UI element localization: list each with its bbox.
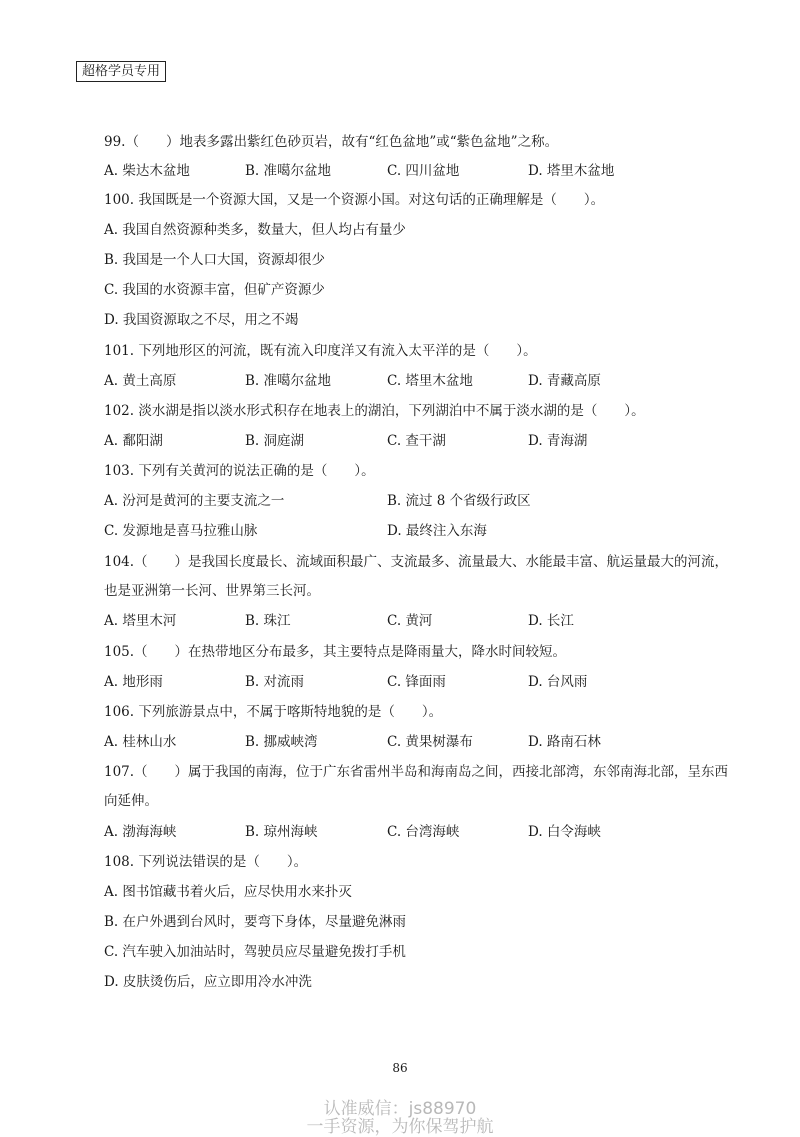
q106-option-a: A. 桂林山水 <box>104 734 177 750</box>
q108-option-c: C. 汽车驶入加油站时，驾驶员应尽量避免拨打手机 <box>104 944 406 960</box>
q104-option-d: D. 长江 <box>528 613 574 629</box>
q101-option-c: C. 塔里木盆地 <box>387 373 473 389</box>
q102-option-d: D. 青海湖 <box>528 433 588 449</box>
question-103-stem: 103. 下列有关黄河的说法正确的是（ ）。 <box>104 463 375 479</box>
q102-option-b: B. 洞庭湖 <box>245 433 305 449</box>
q108-option-a: A. 图书馆藏书着火后，应尽快用水来扑灭 <box>104 884 352 900</box>
page-number: 86 <box>392 1061 408 1075</box>
question-108-stem: 108. 下列说法错误的是（ ）。 <box>104 854 308 870</box>
q105-option-a: A. 地形雨 <box>104 674 163 690</box>
q103-option-c: C. 发源地是喜马拉雅山脉 <box>104 523 258 539</box>
q106-option-d: D. 路南石林 <box>528 734 601 750</box>
question-101-stem: 101. 下列地形区的河流，既有流入印度洋又有流入太平洋的是（ ）。 <box>104 343 537 359</box>
q99-option-c: C. 四川盆地 <box>387 163 460 179</box>
watermark-line-1: 认准威信：js88970 <box>323 1099 477 1119</box>
question-102-stem: 102. 淡水湖是指以淡水形式积存在地表上的湖泊，下列湖泊中不属于淡水湖的是（ ）。 <box>104 403 645 419</box>
question-99-stem: 99.（ ）地表多露出紫红色砂页岩，故有“红色盆地”或“紫色盆地”之称。 <box>104 134 559 150</box>
q101-option-a: A. 黄土高原 <box>104 373 177 389</box>
question-104-stem-line1: 104.（ ）是我国长度最长、流域面积最广、支流最多、流量最大、水能最丰富、航运量最大的河流， <box>104 554 729 570</box>
q108-option-d: D. 皮肤烫伤后，应立即用冷水冲洗 <box>104 974 312 990</box>
question-107-stem-line1: 107.（ ）属于我国的南海，位于广东省雷州半岛和海南岛之间，西接北部湾，东邻南海北部，呈东西 <box>104 764 729 780</box>
question-107-stem-line2: 向延伸。 <box>104 793 158 809</box>
q99-option-d: D. 塔里木盆地 <box>528 163 615 179</box>
q100-option-d: D. 我国资源取之不尽，用之不竭 <box>104 312 299 328</box>
q100-option-b: B. 我国是一个人口大国，资源却很少 <box>104 252 326 268</box>
question-104-stem-line2: 也是亚洲第一长河、世界第三长河。 <box>104 583 320 599</box>
q105-option-b: B. 对流雨 <box>245 674 305 690</box>
q107-option-c: C. 台湾海峡 <box>387 824 460 840</box>
q107-option-a: A. 渤海海峡 <box>104 824 177 840</box>
q105-option-c: C. 锋面雨 <box>387 674 446 690</box>
q99-option-b: B. 准噶尔盆地 <box>245 163 332 179</box>
q108-option-b: B. 在户外遇到台风时，要弯下身体，尽量避免淋雨 <box>104 914 407 930</box>
q101-option-b: B. 准噶尔盆地 <box>245 373 332 389</box>
q107-option-d: D. 白令海峡 <box>528 824 601 840</box>
question-106-stem: 106. 下列旅游景点中，不属于喀斯特地貌的是（ ）。 <box>104 704 443 720</box>
student-only-stamp: 超格学员专用 <box>76 61 166 82</box>
q107-option-b: B. 琼州海峡 <box>245 824 318 840</box>
q106-option-c: C. 黄果树瀑布 <box>387 734 473 750</box>
q104-option-b: B. 珠江 <box>245 613 291 629</box>
q100-option-c: C. 我国的水资源丰富，但矿产资源少 <box>104 282 325 298</box>
q102-option-a: A. 鄱阳湖 <box>104 433 163 449</box>
q106-option-b: B. 挪威峡湾 <box>245 734 318 750</box>
q104-option-a: A. 塔里木河 <box>104 613 177 629</box>
q100-option-a: A. 我国自然资源种类多，数量大，但人均占有量少 <box>104 222 406 238</box>
q102-option-c: C. 查干湖 <box>387 433 446 449</box>
q104-option-c: C. 黄河 <box>387 613 433 629</box>
q103-option-d: D. 最终注入东海 <box>387 523 487 539</box>
watermark-line-2: 一手资源，为你保驾护航 <box>306 1117 494 1137</box>
question-100-stem: 100. 我国既是一个资源大国，又是一个资源小国。对这句话的正确理解是（ ）。 <box>104 192 605 208</box>
q101-option-d: D. 青藏高原 <box>528 373 601 389</box>
q103-option-a: A. 汾河是黄河的主要支流之一 <box>104 493 285 509</box>
q105-option-d: D. 台风雨 <box>528 674 588 690</box>
q103-option-b: B. 流过 8 个省级行政区 <box>387 493 531 509</box>
question-105-stem: 105.（ ）在热带地区分布最多，其主要特点是降雨量大，降水时间较短。 <box>104 644 567 660</box>
q99-option-a: A. 柴达木盆地 <box>104 163 190 179</box>
